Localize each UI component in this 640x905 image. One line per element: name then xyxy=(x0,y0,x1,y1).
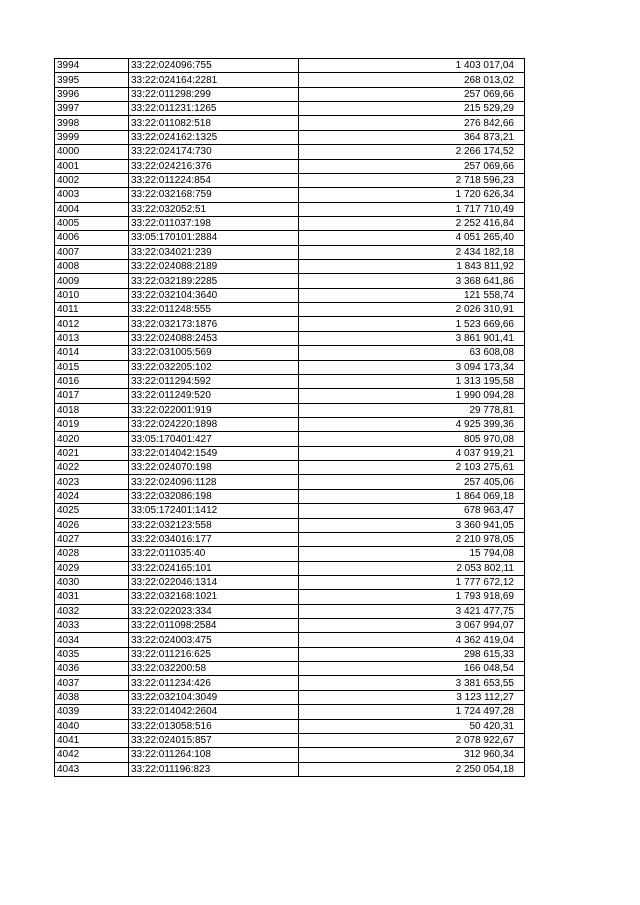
value-cell: 3 123 112,27 xyxy=(299,690,525,704)
row-number-cell: 3997 xyxy=(55,102,129,116)
row-number-cell: 4032 xyxy=(55,604,129,618)
table-row xyxy=(55,274,525,288)
cadastral-number-cell: 33:22:024096:1128 xyxy=(129,475,299,489)
cadastral-number-cell: 33:22:034016:177 xyxy=(129,532,299,546)
cadastral-number-cell: 33:22:014042:2604 xyxy=(129,705,299,719)
value-cell: 1 403 017,04 xyxy=(299,59,525,73)
table-row xyxy=(55,173,525,187)
value-cell: 257 069,66 xyxy=(299,87,525,101)
row-number-cell: 3996 xyxy=(55,87,129,101)
value-cell: 1 313 195,58 xyxy=(299,374,525,388)
value-cell: 257 405,06 xyxy=(299,475,525,489)
cadastral-number-cell: 33:22:032123:558 xyxy=(129,518,299,532)
table-row xyxy=(55,145,525,159)
row-number-cell: 3995 xyxy=(55,73,129,87)
cadastral-number-cell: 33:22:032205:102 xyxy=(129,360,299,374)
cadastral-number-cell: 33:22:032104:3640 xyxy=(129,288,299,302)
row-number-cell: 4043 xyxy=(55,762,129,776)
row-number-cell: 4028 xyxy=(55,547,129,561)
value-cell: 215 529,29 xyxy=(299,102,525,116)
value-cell: 2 718 596,23 xyxy=(299,173,525,187)
table-row xyxy=(55,432,525,446)
row-number-cell: 4016 xyxy=(55,374,129,388)
row-number-cell: 4031 xyxy=(55,590,129,604)
table-row xyxy=(55,403,525,417)
table-row xyxy=(55,317,525,331)
value-cell: 2 053 802,11 xyxy=(299,561,525,575)
value-cell: 121 558,74 xyxy=(299,288,525,302)
table-row xyxy=(55,102,525,116)
table-row xyxy=(55,360,525,374)
cadastral-number-cell: 33:22:011249:520 xyxy=(129,389,299,403)
table-row xyxy=(55,518,525,532)
row-number-cell: 4027 xyxy=(55,532,129,546)
table-row xyxy=(55,202,525,216)
row-number-cell: 4005 xyxy=(55,216,129,230)
table-row xyxy=(55,619,525,633)
row-number-cell: 4019 xyxy=(55,417,129,431)
row-number-cell: 3998 xyxy=(55,116,129,130)
value-cell: 50 420,31 xyxy=(299,719,525,733)
table-row xyxy=(55,260,525,274)
table-row xyxy=(55,303,525,317)
cadastral-number-cell: 33:22:022046:1314 xyxy=(129,575,299,589)
cadastral-number-cell: 33:22:024003:475 xyxy=(129,633,299,647)
cadastral-number-cell: 33:22:024088:2189 xyxy=(129,260,299,274)
table-row xyxy=(55,504,525,518)
row-number-cell: 4000 xyxy=(55,145,129,159)
value-cell: 3 861 901,41 xyxy=(299,331,525,345)
row-number-cell: 4035 xyxy=(55,647,129,661)
value-cell: 2 266 174,52 xyxy=(299,145,525,159)
cadastral-number-cell: 33:22:011224:854 xyxy=(129,173,299,187)
cadastral-number-cell: 33:05:170401:427 xyxy=(129,432,299,446)
row-number-cell: 4002 xyxy=(55,173,129,187)
table-row xyxy=(55,733,525,747)
cadastral-number-cell: 33:22:031005:569 xyxy=(129,346,299,360)
table-row xyxy=(55,547,525,561)
value-cell: 1 523 669,66 xyxy=(299,317,525,331)
value-cell: 3 381 653,55 xyxy=(299,676,525,690)
row-number-cell: 4030 xyxy=(55,575,129,589)
table-row xyxy=(55,87,525,101)
cadastral-number-cell: 33:22:034021:239 xyxy=(129,245,299,259)
table-row xyxy=(55,647,525,661)
table-row xyxy=(55,475,525,489)
data-table xyxy=(54,58,525,777)
table-row xyxy=(55,374,525,388)
table-row xyxy=(55,59,525,73)
cadastral-number-cell: 33:22:032168:1021 xyxy=(129,590,299,604)
value-cell: 166 048,54 xyxy=(299,662,525,676)
value-cell: 29 778,81 xyxy=(299,403,525,417)
table-row xyxy=(55,719,525,733)
cadastral-number-cell: 33:22:024220:1898 xyxy=(129,417,299,431)
row-number-cell: 4018 xyxy=(55,403,129,417)
value-cell: 1 724 497,28 xyxy=(299,705,525,719)
row-number-cell: 3994 xyxy=(55,59,129,73)
table-row xyxy=(55,159,525,173)
cadastral-number-cell: 33:22:014042:1549 xyxy=(129,446,299,460)
table-row xyxy=(55,690,525,704)
cadastral-number-cell: 33:22:011231:1265 xyxy=(129,102,299,116)
table-row xyxy=(55,575,525,589)
row-number-cell: 4007 xyxy=(55,245,129,259)
cadastral-number-cell: 33:22:013058:516 xyxy=(129,719,299,733)
value-cell: 312 960,34 xyxy=(299,748,525,762)
table-row xyxy=(55,331,525,345)
value-cell: 268 013,02 xyxy=(299,73,525,87)
cadastral-number-cell: 33:22:011248:555 xyxy=(129,303,299,317)
value-cell: 2 434 182,18 xyxy=(299,245,525,259)
table-row xyxy=(55,188,525,202)
cadastral-number-cell: 33:22:024164:2281 xyxy=(129,73,299,87)
value-cell: 2 078 922,67 xyxy=(299,733,525,747)
row-number-cell: 4001 xyxy=(55,159,129,173)
row-number-cell: 4003 xyxy=(55,188,129,202)
cadastral-number-cell: 33:22:011082:518 xyxy=(129,116,299,130)
cadastral-number-cell: 33:22:032200:58 xyxy=(129,662,299,676)
cadastral-number-cell: 33:22:011037:198 xyxy=(129,216,299,230)
cadastral-number-cell: 33:22:032104:3049 xyxy=(129,690,299,704)
value-cell: 2 210 978,05 xyxy=(299,532,525,546)
row-number-cell: 4015 xyxy=(55,360,129,374)
value-cell: 805 970,08 xyxy=(299,432,525,446)
value-cell: 1 777 672,12 xyxy=(299,575,525,589)
table-row xyxy=(55,662,525,676)
table-row xyxy=(55,245,525,259)
row-number-cell: 4014 xyxy=(55,346,129,360)
value-cell: 257 069,66 xyxy=(299,159,525,173)
table-row xyxy=(55,116,525,130)
table-row xyxy=(55,590,525,604)
table-row xyxy=(55,417,525,431)
cadastral-number-cell: 33:22:024216:376 xyxy=(129,159,299,173)
table-row xyxy=(55,532,525,546)
table-row xyxy=(55,748,525,762)
value-cell: 3 368 641,86 xyxy=(299,274,525,288)
table-row xyxy=(55,288,525,302)
row-number-cell: 4023 xyxy=(55,475,129,489)
row-number-cell: 4011 xyxy=(55,303,129,317)
cadastral-number-cell: 33:22:011216:625 xyxy=(129,647,299,661)
cadastral-number-cell: 33:22:024096:755 xyxy=(129,59,299,73)
row-number-cell: 4041 xyxy=(55,733,129,747)
cadastral-number-cell: 33:22:024162:1325 xyxy=(129,130,299,144)
cadastral-number-cell: 33:22:024165:101 xyxy=(129,561,299,575)
table-row xyxy=(55,762,525,776)
value-cell: 4 362 419,04 xyxy=(299,633,525,647)
row-number-cell: 4039 xyxy=(55,705,129,719)
value-cell: 2 252 416,84 xyxy=(299,216,525,230)
value-cell: 678 963,47 xyxy=(299,504,525,518)
cadastral-number-cell: 33:22:032168:759 xyxy=(129,188,299,202)
row-number-cell: 4029 xyxy=(55,561,129,575)
table-row xyxy=(55,216,525,230)
cadastral-number-cell: 33:22:011294:592 xyxy=(129,374,299,388)
value-cell: 3 094 173,34 xyxy=(299,360,525,374)
cadastral-number-cell: 33:22:032086:198 xyxy=(129,489,299,503)
row-number-cell: 4010 xyxy=(55,288,129,302)
value-cell: 364 873,21 xyxy=(299,130,525,144)
table-row xyxy=(55,231,525,245)
value-cell: 298 615,33 xyxy=(299,647,525,661)
row-number-cell: 4042 xyxy=(55,748,129,762)
row-number-cell: 4038 xyxy=(55,690,129,704)
value-cell: 3 360 941,05 xyxy=(299,518,525,532)
row-number-cell: 4025 xyxy=(55,504,129,518)
table-row xyxy=(55,561,525,575)
value-cell: 1 720 626,34 xyxy=(299,188,525,202)
row-number-cell: 4040 xyxy=(55,719,129,733)
row-number-cell: 4009 xyxy=(55,274,129,288)
cadastral-number-cell: 33:22:032052:51 xyxy=(129,202,299,216)
row-number-cell: 4020 xyxy=(55,432,129,446)
cadastral-number-cell: 33:22:011098:2584 xyxy=(129,619,299,633)
value-cell: 1 990 094,28 xyxy=(299,389,525,403)
cadastral-number-cell: 33:22:024174:730 xyxy=(129,145,299,159)
value-cell: 1 717 710,49 xyxy=(299,202,525,216)
row-number-cell: 4013 xyxy=(55,331,129,345)
value-cell: 1 793 918,69 xyxy=(299,590,525,604)
row-number-cell: 4026 xyxy=(55,518,129,532)
value-cell: 1 843 811,92 xyxy=(299,260,525,274)
value-cell: 63 608,08 xyxy=(299,346,525,360)
table-row xyxy=(55,676,525,690)
row-number-cell: 4036 xyxy=(55,662,129,676)
cadastral-number-cell: 33:22:011234:426 xyxy=(129,676,299,690)
value-cell: 4 925 399,36 xyxy=(299,417,525,431)
cadastral-number-cell: 33:22:011264:108 xyxy=(129,748,299,762)
table-row xyxy=(55,461,525,475)
value-cell: 2 250 054,18 xyxy=(299,762,525,776)
row-number-cell: 4024 xyxy=(55,489,129,503)
row-number-cell: 4006 xyxy=(55,231,129,245)
cadastral-number-cell: 33:22:024015:857 xyxy=(129,733,299,747)
row-number-cell: 3999 xyxy=(55,130,129,144)
table-row xyxy=(55,389,525,403)
value-cell: 2 026 310,91 xyxy=(299,303,525,317)
table-row xyxy=(55,446,525,460)
table-row xyxy=(55,604,525,618)
table-row xyxy=(55,130,525,144)
value-cell: 4 051 265,40 xyxy=(299,231,525,245)
value-cell: 276 842,66 xyxy=(299,116,525,130)
cadastral-number-cell: 33:22:022023:334 xyxy=(129,604,299,618)
table-row xyxy=(55,73,525,87)
value-cell: 4 037 919,21 xyxy=(299,446,525,460)
value-cell: 2 103 275,61 xyxy=(299,461,525,475)
row-number-cell: 4033 xyxy=(55,619,129,633)
row-number-cell: 4017 xyxy=(55,389,129,403)
table-row xyxy=(55,346,525,360)
cadastral-number-cell: 33:22:032189:2285 xyxy=(129,274,299,288)
cadastral-number-cell: 33:05:170101:2884 xyxy=(129,231,299,245)
table-body xyxy=(55,59,525,777)
row-number-cell: 4037 xyxy=(55,676,129,690)
cadastral-number-cell: 33:22:011196:823 xyxy=(129,762,299,776)
cadastral-number-cell: 33:22:024070:198 xyxy=(129,461,299,475)
row-number-cell: 4004 xyxy=(55,202,129,216)
cadastral-number-cell: 33:22:022001:919 xyxy=(129,403,299,417)
row-number-cell: 4022 xyxy=(55,461,129,475)
value-cell: 1 864 069,18 xyxy=(299,489,525,503)
cadastral-number-cell: 33:22:011298:299 xyxy=(129,87,299,101)
cadastral-number-cell: 33:22:032173:1876 xyxy=(129,317,299,331)
cadastral-number-cell: 33:05:172401:1412 xyxy=(129,504,299,518)
value-cell: 3 421 477,75 xyxy=(299,604,525,618)
value-cell: 3 067 994,07 xyxy=(299,619,525,633)
cadastral-number-cell: 33:22:024088:2453 xyxy=(129,331,299,345)
row-number-cell: 4008 xyxy=(55,260,129,274)
row-number-cell: 4012 xyxy=(55,317,129,331)
row-number-cell: 4021 xyxy=(55,446,129,460)
cadastral-number-cell: 33:22:011035:40 xyxy=(129,547,299,561)
value-cell: 15 794,08 xyxy=(299,547,525,561)
table-row xyxy=(55,705,525,719)
row-number-cell: 4034 xyxy=(55,633,129,647)
table-row xyxy=(55,489,525,503)
table-row xyxy=(55,633,525,647)
